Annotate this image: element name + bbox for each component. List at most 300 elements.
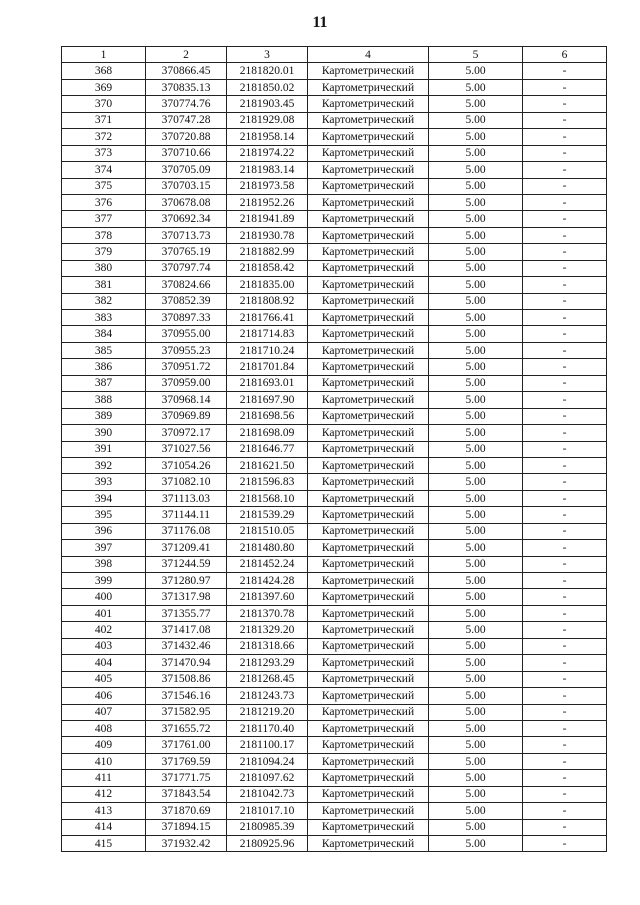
cell-accuracy: 5.00 xyxy=(429,589,523,605)
cell-coordinate-y: 2181929.08 xyxy=(227,112,308,128)
cell-method: Картометрический xyxy=(308,244,429,260)
table-row xyxy=(62,688,607,704)
cell-method: Картометрический xyxy=(308,786,429,802)
cell-point-number: 375 xyxy=(62,178,146,194)
cell-point-number: 382 xyxy=(62,293,146,309)
cell-note: - xyxy=(523,819,607,835)
cell-point-number: 393 xyxy=(62,474,146,490)
cell-method: Картометрический xyxy=(308,178,429,194)
table-row xyxy=(62,112,607,128)
cell-coordinate-x: 370972.17 xyxy=(146,425,227,441)
cell-coordinate-x: 371355.77 xyxy=(146,605,227,621)
cell-method: Картометрический xyxy=(308,441,429,457)
cell-coordinate-y: 2180925.96 xyxy=(227,836,308,852)
cell-coordinate-y: 2181835.00 xyxy=(227,277,308,293)
cell-accuracy: 5.00 xyxy=(429,145,523,161)
cell-point-number: 392 xyxy=(62,457,146,473)
cell-coordinate-y: 2181480.80 xyxy=(227,540,308,556)
cell-coordinate-y: 2181850.02 xyxy=(227,79,308,95)
cell-coordinate-y: 2180985.39 xyxy=(227,819,308,835)
cell-note: - xyxy=(523,178,607,194)
cell-coordinate-x: 370720.88 xyxy=(146,129,227,145)
cell-coordinate-y: 2181882.99 xyxy=(227,244,308,260)
cell-coordinate-y: 2181170.40 xyxy=(227,720,308,736)
cell-coordinate-x: 370710.66 xyxy=(146,145,227,161)
cell-coordinate-x: 370703.15 xyxy=(146,178,227,194)
cell-point-number: 405 xyxy=(62,671,146,687)
cell-coordinate-y: 2181983.14 xyxy=(227,162,308,178)
cell-method: Картометрический xyxy=(308,803,429,819)
cell-coordinate-x: 371432.46 xyxy=(146,638,227,654)
cell-note: - xyxy=(523,737,607,753)
cell-coordinate-y: 2181621.50 xyxy=(227,457,308,473)
cell-accuracy: 5.00 xyxy=(429,425,523,441)
cell-point-number: 400 xyxy=(62,589,146,605)
cell-coordinate-x: 371417.08 xyxy=(146,622,227,638)
cell-coordinate-y: 2181219.20 xyxy=(227,704,308,720)
cell-accuracy: 5.00 xyxy=(429,457,523,473)
cell-point-number: 378 xyxy=(62,227,146,243)
cell-method: Картометрический xyxy=(308,277,429,293)
cell-point-number: 384 xyxy=(62,326,146,342)
cell-coordinate-y: 2181693.01 xyxy=(227,375,308,391)
cell-method: Картометрический xyxy=(308,720,429,736)
cell-coordinate-x: 371209.41 xyxy=(146,540,227,556)
cell-accuracy: 5.00 xyxy=(429,490,523,506)
cell-coordinate-x: 370774.76 xyxy=(146,96,227,112)
cell-note: - xyxy=(523,310,607,326)
cell-coordinate-x: 370852.39 xyxy=(146,293,227,309)
cell-method: Картометрический xyxy=(308,540,429,556)
cell-coordinate-y: 2181930.78 xyxy=(227,227,308,243)
table-row xyxy=(62,622,607,638)
table-row xyxy=(62,770,607,786)
cell-point-number: 408 xyxy=(62,720,146,736)
cell-method: Картометрический xyxy=(308,211,429,227)
cell-coordinate-y: 2181973.58 xyxy=(227,178,308,194)
cell-coordinate-y: 2181698.09 xyxy=(227,425,308,441)
table-row xyxy=(62,178,607,194)
cell-point-number: 373 xyxy=(62,145,146,161)
cell-method: Картометрический xyxy=(308,671,429,687)
cell-accuracy: 5.00 xyxy=(429,441,523,457)
cell-coordinate-x: 370968.14 xyxy=(146,392,227,408)
cell-coordinate-x: 371761.00 xyxy=(146,737,227,753)
cell-point-number: 376 xyxy=(62,194,146,210)
cell-method: Картометрический xyxy=(308,194,429,210)
cell-coordinate-x: 371470.94 xyxy=(146,655,227,671)
cell-coordinate-x: 370705.09 xyxy=(146,162,227,178)
cell-point-number: 381 xyxy=(62,277,146,293)
cell-note: - xyxy=(523,326,607,342)
cell-coordinate-x: 370835.13 xyxy=(146,79,227,95)
cell-note: - xyxy=(523,277,607,293)
cell-method: Картометрический xyxy=(308,523,429,539)
cell-note: - xyxy=(523,162,607,178)
cell-point-number: 374 xyxy=(62,162,146,178)
cell-coordinate-y: 2181596.83 xyxy=(227,474,308,490)
cell-method: Картометрический xyxy=(308,753,429,769)
cell-point-number: 395 xyxy=(62,507,146,523)
cell-point-number: 385 xyxy=(62,342,146,358)
table-row xyxy=(62,79,607,95)
cell-point-number: 406 xyxy=(62,688,146,704)
cell-point-number: 383 xyxy=(62,310,146,326)
cell-note: - xyxy=(523,392,607,408)
cell-note: - xyxy=(523,342,607,358)
cell-accuracy: 5.00 xyxy=(429,244,523,260)
cell-coordinate-x: 371843.54 xyxy=(146,786,227,802)
cell-accuracy: 5.00 xyxy=(429,112,523,128)
cell-accuracy: 5.00 xyxy=(429,507,523,523)
cell-method: Картометрический xyxy=(308,375,429,391)
cell-coordinate-y: 2181094.24 xyxy=(227,753,308,769)
cell-note: - xyxy=(523,770,607,786)
cell-coordinate-y: 2181958.14 xyxy=(227,129,308,145)
cell-accuracy: 5.00 xyxy=(429,392,523,408)
cell-note: - xyxy=(523,211,607,227)
cell-coordinate-y: 2181510.05 xyxy=(227,523,308,539)
table-row xyxy=(62,540,607,556)
cell-coordinate-x: 371894.15 xyxy=(146,819,227,835)
cell-note: - xyxy=(523,79,607,95)
table-row xyxy=(62,836,607,852)
cell-note: - xyxy=(523,688,607,704)
cell-method: Картометрический xyxy=(308,474,429,490)
table-row xyxy=(62,638,607,654)
cell-point-number: 379 xyxy=(62,244,146,260)
cell-method: Картометрический xyxy=(308,836,429,852)
cell-coordinate-x: 370765.19 xyxy=(146,244,227,260)
cell-method: Картометрический xyxy=(308,227,429,243)
cell-note: - xyxy=(523,622,607,638)
cell-method: Картометрический xyxy=(308,737,429,753)
cell-accuracy: 5.00 xyxy=(429,342,523,358)
cell-coordinate-x: 370866.45 xyxy=(146,63,227,79)
cell-accuracy: 5.00 xyxy=(429,556,523,572)
cell-accuracy: 5.00 xyxy=(429,96,523,112)
cell-method: Картометрический xyxy=(308,605,429,621)
cell-method: Картометрический xyxy=(308,112,429,128)
cell-note: - xyxy=(523,145,607,161)
cell-coordinate-x: 370747.28 xyxy=(146,112,227,128)
cell-coordinate-x: 370897.33 xyxy=(146,310,227,326)
table-row xyxy=(62,786,607,802)
cell-note: - xyxy=(523,573,607,589)
cell-method: Картометрический xyxy=(308,293,429,309)
page-number: 11 xyxy=(312,14,328,31)
cell-point-number: 377 xyxy=(62,211,146,227)
cell-point-number: 390 xyxy=(62,425,146,441)
cell-point-number: 404 xyxy=(62,655,146,671)
cell-point-number: 413 xyxy=(62,803,146,819)
cell-coordinate-y: 2181808.92 xyxy=(227,293,308,309)
cell-coordinate-y: 2181097.62 xyxy=(227,770,308,786)
cell-coordinate-y: 2181698.56 xyxy=(227,408,308,424)
cell-coordinate-y: 2181539.29 xyxy=(227,507,308,523)
cell-accuracy: 5.00 xyxy=(429,359,523,375)
table-row xyxy=(62,392,607,408)
table-row xyxy=(62,227,607,243)
table-row xyxy=(62,145,607,161)
cell-note: - xyxy=(523,671,607,687)
header-point-number: 1 xyxy=(62,47,146,63)
cell-coordinate-y: 2181293.29 xyxy=(227,655,308,671)
table-row xyxy=(62,375,607,391)
cell-method: Картометрический xyxy=(308,63,429,79)
cell-accuracy: 5.00 xyxy=(429,310,523,326)
cell-coordinate-x: 370797.74 xyxy=(146,260,227,276)
cell-point-number: 389 xyxy=(62,408,146,424)
cell-accuracy: 5.00 xyxy=(429,573,523,589)
cell-note: - xyxy=(523,457,607,473)
cell-point-number: 399 xyxy=(62,573,146,589)
cell-coordinate-y: 2181568.10 xyxy=(227,490,308,506)
cell-note: - xyxy=(523,63,607,79)
cell-accuracy: 5.00 xyxy=(429,737,523,753)
table-row xyxy=(62,260,607,276)
cell-note: - xyxy=(523,244,607,260)
table-row xyxy=(62,277,607,293)
cell-point-number: 410 xyxy=(62,753,146,769)
cell-accuracy: 5.00 xyxy=(429,178,523,194)
cell-coordinate-x: 370678.08 xyxy=(146,194,227,210)
cell-note: - xyxy=(523,540,607,556)
cell-coordinate-x: 370692.34 xyxy=(146,211,227,227)
table-row xyxy=(62,194,607,210)
cell-coordinate-x: 371508.86 xyxy=(146,671,227,687)
header-coordinate-x: 2 xyxy=(146,47,227,63)
cell-note: - xyxy=(523,638,607,654)
table-row xyxy=(62,753,607,769)
cell-note: - xyxy=(523,474,607,490)
cell-accuracy: 5.00 xyxy=(429,753,523,769)
cell-coordinate-x: 370824.66 xyxy=(146,277,227,293)
cell-coordinate-x: 371655.72 xyxy=(146,720,227,736)
table-row xyxy=(62,819,607,835)
cell-coordinate-y: 2181952.26 xyxy=(227,194,308,210)
table-row xyxy=(62,63,607,79)
table-row xyxy=(62,605,607,621)
cell-note: - xyxy=(523,408,607,424)
table-row xyxy=(62,441,607,457)
cell-accuracy: 5.00 xyxy=(429,129,523,145)
cell-coordinate-x: 371546.16 xyxy=(146,688,227,704)
cell-point-number: 372 xyxy=(62,129,146,145)
header-accuracy: 5 xyxy=(429,47,523,63)
cell-coordinate-y: 2181424.28 xyxy=(227,573,308,589)
cell-accuracy: 5.00 xyxy=(429,194,523,210)
cell-coordinate-y: 2181710.24 xyxy=(227,342,308,358)
cell-coordinate-x: 371317.98 xyxy=(146,589,227,605)
coordinates-table xyxy=(61,46,607,852)
cell-method: Картометрический xyxy=(308,507,429,523)
cell-point-number: 401 xyxy=(62,605,146,621)
cell-note: - xyxy=(523,129,607,145)
cell-method: Картометрический xyxy=(308,819,429,835)
cell-point-number: 380 xyxy=(62,260,146,276)
cell-coordinate-y: 2181646.77 xyxy=(227,441,308,457)
header-coordinate-y: 3 xyxy=(227,47,308,63)
cell-coordinate-x: 370713.73 xyxy=(146,227,227,243)
cell-accuracy: 5.00 xyxy=(429,688,523,704)
cell-method: Картометрический xyxy=(308,770,429,786)
table-row xyxy=(62,671,607,687)
cell-accuracy: 5.00 xyxy=(429,622,523,638)
cell-accuracy: 5.00 xyxy=(429,770,523,786)
cell-coordinate-x: 371771.75 xyxy=(146,770,227,786)
table-row xyxy=(62,129,607,145)
cell-point-number: 387 xyxy=(62,375,146,391)
cell-coordinate-x: 371769.59 xyxy=(146,753,227,769)
cell-accuracy: 5.00 xyxy=(429,162,523,178)
cell-note: - xyxy=(523,704,607,720)
cell-coordinate-y: 2181452.24 xyxy=(227,556,308,572)
cell-method: Картометрический xyxy=(308,129,429,145)
table-row xyxy=(62,244,607,260)
table-row xyxy=(62,457,607,473)
cell-accuracy: 5.00 xyxy=(429,63,523,79)
cell-coordinate-y: 2181820.01 xyxy=(227,63,308,79)
cell-coordinate-x: 370955.00 xyxy=(146,326,227,342)
cell-note: - xyxy=(523,425,607,441)
cell-note: - xyxy=(523,293,607,309)
table-row xyxy=(62,293,607,309)
cell-accuracy: 5.00 xyxy=(429,786,523,802)
cell-point-number: 398 xyxy=(62,556,146,572)
cell-accuracy: 5.00 xyxy=(429,803,523,819)
cell-point-number: 407 xyxy=(62,704,146,720)
cell-accuracy: 5.00 xyxy=(429,836,523,852)
cell-method: Картометрический xyxy=(308,573,429,589)
cell-accuracy: 5.00 xyxy=(429,474,523,490)
cell-method: Картометрический xyxy=(308,162,429,178)
cell-note: - xyxy=(523,556,607,572)
cell-accuracy: 5.00 xyxy=(429,523,523,539)
cell-point-number: 415 xyxy=(62,836,146,852)
table-row xyxy=(62,359,607,375)
table-row xyxy=(62,96,607,112)
cell-note: - xyxy=(523,605,607,621)
cell-coordinate-y: 2181017.10 xyxy=(227,803,308,819)
cell-coordinate-x: 370969.89 xyxy=(146,408,227,424)
cell-coordinate-y: 2181903.45 xyxy=(227,96,308,112)
cell-accuracy: 5.00 xyxy=(429,605,523,621)
cell-accuracy: 5.00 xyxy=(429,638,523,654)
cell-coordinate-x: 370951.72 xyxy=(146,359,227,375)
cell-coordinate-y: 2181268.45 xyxy=(227,671,308,687)
cell-coordinate-y: 2181042.73 xyxy=(227,786,308,802)
cell-point-number: 397 xyxy=(62,540,146,556)
cell-point-number: 396 xyxy=(62,523,146,539)
cell-coordinate-x: 370955.23 xyxy=(146,342,227,358)
cell-accuracy: 5.00 xyxy=(429,260,523,276)
cell-method: Картометрический xyxy=(308,96,429,112)
table-row xyxy=(62,162,607,178)
table-row xyxy=(62,408,607,424)
cell-point-number: 402 xyxy=(62,622,146,638)
cell-coordinate-y: 2181701.84 xyxy=(227,359,308,375)
table-row xyxy=(62,704,607,720)
cell-point-number: 371 xyxy=(62,112,146,128)
cell-point-number: 403 xyxy=(62,638,146,654)
cell-method: Картометрический xyxy=(308,408,429,424)
cell-accuracy: 5.00 xyxy=(429,211,523,227)
cell-accuracy: 5.00 xyxy=(429,720,523,736)
cell-coordinate-x: 371870.69 xyxy=(146,803,227,819)
table-row xyxy=(62,737,607,753)
cell-accuracy: 5.00 xyxy=(429,655,523,671)
cell-note: - xyxy=(523,720,607,736)
header-note: 6 xyxy=(523,47,607,63)
cell-point-number: 388 xyxy=(62,392,146,408)
cell-note: - xyxy=(523,194,607,210)
cell-method: Картометрический xyxy=(308,638,429,654)
cell-note: - xyxy=(523,96,607,112)
cell-method: Картометрический xyxy=(308,490,429,506)
cell-point-number: 409 xyxy=(62,737,146,753)
cell-method: Картометрический xyxy=(308,310,429,326)
table-row xyxy=(62,425,607,441)
cell-note: - xyxy=(523,523,607,539)
cell-coordinate-y: 2181766.41 xyxy=(227,310,308,326)
table-row xyxy=(62,720,607,736)
cell-coordinate-x: 371144.11 xyxy=(146,507,227,523)
cell-method: Картометрический xyxy=(308,359,429,375)
cell-note: - xyxy=(523,260,607,276)
cell-point-number: 386 xyxy=(62,359,146,375)
cell-coordinate-y: 2181974.22 xyxy=(227,145,308,161)
cell-point-number: 370 xyxy=(62,96,146,112)
cell-coordinate-x: 370959.00 xyxy=(146,375,227,391)
cell-note: - xyxy=(523,375,607,391)
table-row xyxy=(62,310,607,326)
cell-note: - xyxy=(523,490,607,506)
table-row xyxy=(62,490,607,506)
cell-point-number: 394 xyxy=(62,490,146,506)
cell-method: Картометрический xyxy=(308,342,429,358)
cell-method: Картометрический xyxy=(308,79,429,95)
cell-accuracy: 5.00 xyxy=(429,540,523,556)
cell-note: - xyxy=(523,655,607,671)
cell-note: - xyxy=(523,359,607,375)
cell-accuracy: 5.00 xyxy=(429,326,523,342)
cell-method: Картометрический xyxy=(308,392,429,408)
cell-accuracy: 5.00 xyxy=(429,79,523,95)
cell-coordinate-y: 2181243.73 xyxy=(227,688,308,704)
cell-method: Картометрический xyxy=(308,704,429,720)
table-header-row xyxy=(62,47,607,63)
cell-method: Картометрический xyxy=(308,457,429,473)
cell-method: Картометрический xyxy=(308,425,429,441)
header-method: 4 xyxy=(308,47,429,63)
cell-method: Картометрический xyxy=(308,260,429,276)
cell-coordinate-y: 2181318.66 xyxy=(227,638,308,654)
table-row xyxy=(62,573,607,589)
cell-note: - xyxy=(523,803,607,819)
table-body xyxy=(62,63,607,852)
cell-point-number: 369 xyxy=(62,79,146,95)
cell-coordinate-y: 2181397.60 xyxy=(227,589,308,605)
cell-coordinate-y: 2181370.78 xyxy=(227,605,308,621)
cell-coordinate-x: 371244.59 xyxy=(146,556,227,572)
cell-coordinate-y: 2181697.90 xyxy=(227,392,308,408)
cell-coordinate-y: 2181858.42 xyxy=(227,260,308,276)
cell-coordinate-x: 371932.42 xyxy=(146,836,227,852)
cell-coordinate-y: 2181100.17 xyxy=(227,737,308,753)
cell-accuracy: 5.00 xyxy=(429,408,523,424)
cell-point-number: 412 xyxy=(62,786,146,802)
